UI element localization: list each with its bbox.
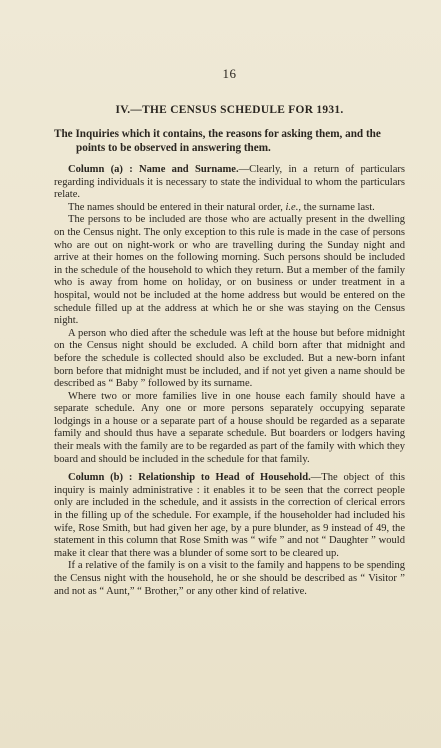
column-b-heading: Column (b) : Relationship to Head of Household.: [68, 472, 311, 484]
deaths-births-paragraph: A person who died after the schedule was left at the house but before midnight on the Census night should be excluded. A child born after that midnight and before the schedule is collected should also be excluded. But a new-born infant born before that midnight must be included, and if not yet given a name should be described as “ Baby ” followed by its surname.: [54, 327, 405, 390]
column-a-heading: Column (a) : Name and Surname.: [68, 164, 239, 175]
column-b-lead-text: —The object of this inquiry is mainly administrative : it enables it to be seen that the correct people only are included in the schedule, and it assists in the correction of clerical errors in the filling up of the schedule. For example, if the householder had included his wife, Rose Smith, but had given her age, by a pure blunder, as 9 instead of 49, the statement in this column that Rose Smith was “ wife ” and not “ Daughter ” would make it clear that there was a blunder of some sort to be cleared up.: [54, 472, 405, 559]
column-a-lead-text: —Clearly, in a return of particulars regarding individuals it is necessary to state the individual to whom the particulars relate.: [54, 164, 405, 201]
page-number: 16: [222, 66, 237, 81]
column-a-paragraph: [54, 164, 405, 202]
persons-included-paragraph: The persons to be included are those who are actually present in the dwelling on the Census night. The only exception to this rule is made in the case of persons who are out on night-work or who are travelling during the Sunday night and arrive at their homes on the following morning. Such persons should be included in the schedule of the household to which they return. But a member of the family who is away from home on holiday, or on business or under treatment in a hospital, would not be included at the home address but would be entered on the schedule filled up at the address at which he or she was staying on the Census night.: [54, 214, 405, 327]
section-subtitle: The Inquiries which it contains, the reasons for asking them, and the points to be observed in answering them.: [54, 128, 381, 154]
section-title: IV.—THE CENSUS SCHEDULE FOR 1931.: [115, 104, 344, 116]
families-paragraph: Where two or more families live in one house each family should have a separate schedule. Any one or more persons separately occupying separate lodgings in a house or a separate part of a house should be regarded as a separate family and should thus have a separate schedule. But boarders or lodgers having their meals with the family are to be regarded as part of the family with which they board and should be included in the schedule for that family.: [54, 390, 405, 465]
visitor-paragraph: If a relative of the family is on a visit to the family and happens to be spending the Census night with the household, he or she should be described as “ Visitor ” and not as “ Aunt,” “ Brother,” or any other kind of relative.: [54, 560, 405, 597]
ie-abbreviation: i.e.,: [285, 201, 301, 213]
names-order-paragraph: The names should be entered in their natural order, i.e., the surname last.: [68, 201, 375, 213]
column-b-paragraph: [54, 472, 405, 560]
